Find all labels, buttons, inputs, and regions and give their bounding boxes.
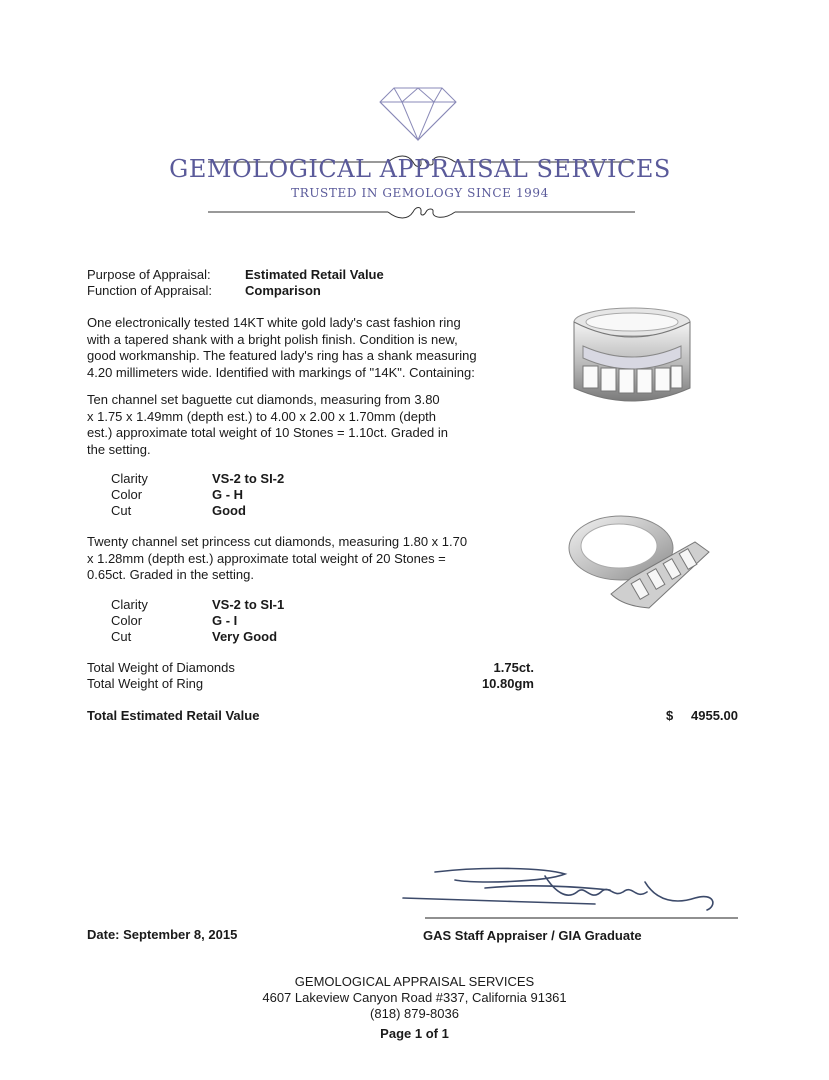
color-value: G - H <box>212 487 244 502</box>
description-line: Ten channel set baguette cut diamonds, measuring from 3.80 <box>87 392 440 407</box>
description-line: Twenty channel set princess cut diamonds, measuring 1.80 x 1.70 <box>87 534 468 549</box>
cut-value: Good <box>212 503 246 518</box>
diamond-logo-icon <box>378 84 458 142</box>
cut-label: Cut <box>111 629 132 644</box>
color-label: Color <box>111 613 143 628</box>
clarity-value: VS-2 to SI-1 <box>212 597 285 612</box>
total-ring-label: Total Weight of Ring <box>87 676 204 691</box>
purpose-value: Estimated Retail Value <box>245 267 384 282</box>
cut-value: Very Good <box>212 629 278 644</box>
description-line: x 1.75 x 1.49mm (depth est.) to 4.00 x 2.00 x 1.70mm (depth <box>87 408 437 424</box>
description-line: x 1.28mm (depth est.) approximate total weight of 20 Stones = <box>87 550 446 566</box>
function-value: Comparison <box>245 283 321 298</box>
footer-company: GEMOLOGICAL APPRAISAL SERVICES <box>294 974 535 989</box>
total-retail-label: Total Estimated Retail Value <box>87 708 260 723</box>
description-line: with a tapered shank with a bright polish finish. Condition is new, <box>87 331 458 347</box>
cut-label: Cut <box>111 503 132 518</box>
appraiser-title: GAS Staff Appraiser / GIA Graduate <box>423 928 642 943</box>
company-title: GEMOLOGICAL APPRAISAL SERVICES <box>169 155 671 183</box>
clarity-label: Clarity <box>111 597 148 612</box>
description-line: good workmanship. The featured lady's ring has a shank measuring <box>87 348 477 363</box>
ring-photo-side <box>563 508 713 626</box>
ring-description <box>87 315 502 381</box>
footer-address: 4607 Lakeview Canyon Road #337, California 91361 <box>262 990 567 1005</box>
description-line: 0.65ct. Graded in the setting. <box>87 567 254 582</box>
purpose-label: Purpose of Appraisal: <box>87 267 211 282</box>
ring-photo-front <box>563 300 701 418</box>
stone-group-1-description <box>87 392 502 458</box>
appraiser-signature <box>395 862 740 924</box>
appraisal-date: Date: September 8, 2015 <box>87 927 238 942</box>
total-diamonds-value: 1.75ct. <box>493 660 534 675</box>
currency-symbol: $ <box>666 708 674 723</box>
description-line: 4.20 millimeters wide. Identified with markings of "14K". Containing: <box>87 364 475 380</box>
clarity-value: VS-2 to SI-2 <box>212 471 285 486</box>
color-value: G - I <box>212 613 238 628</box>
description-line: One electronically tested 14KT white gold lady's cast fashion ring <box>87 315 461 330</box>
clarity-label: Clarity <box>111 471 148 486</box>
color-label: Color <box>111 487 143 502</box>
total-diamonds-label: Total Weight of Diamonds <box>87 660 235 675</box>
stone-group-2-description <box>87 534 502 584</box>
page-number: Page 1 of 1 <box>380 1026 449 1041</box>
description-line: the setting. <box>87 441 151 457</box>
description-line: est.) approximate total weight of 10 Stones = 1.10ct. Graded in <box>87 425 448 440</box>
header-ornament-bottom <box>208 204 635 220</box>
total-retail-value: 4955.00 <box>691 708 738 723</box>
footer-phone: (818) 879-8036 <box>370 1006 459 1021</box>
function-label: Function of Appraisal: <box>87 283 213 298</box>
total-ring-value: 10.80gm <box>481 676 534 691</box>
company-tagline: TRUSTED IN GEMOLOGY SINCE 1994 <box>291 186 549 200</box>
